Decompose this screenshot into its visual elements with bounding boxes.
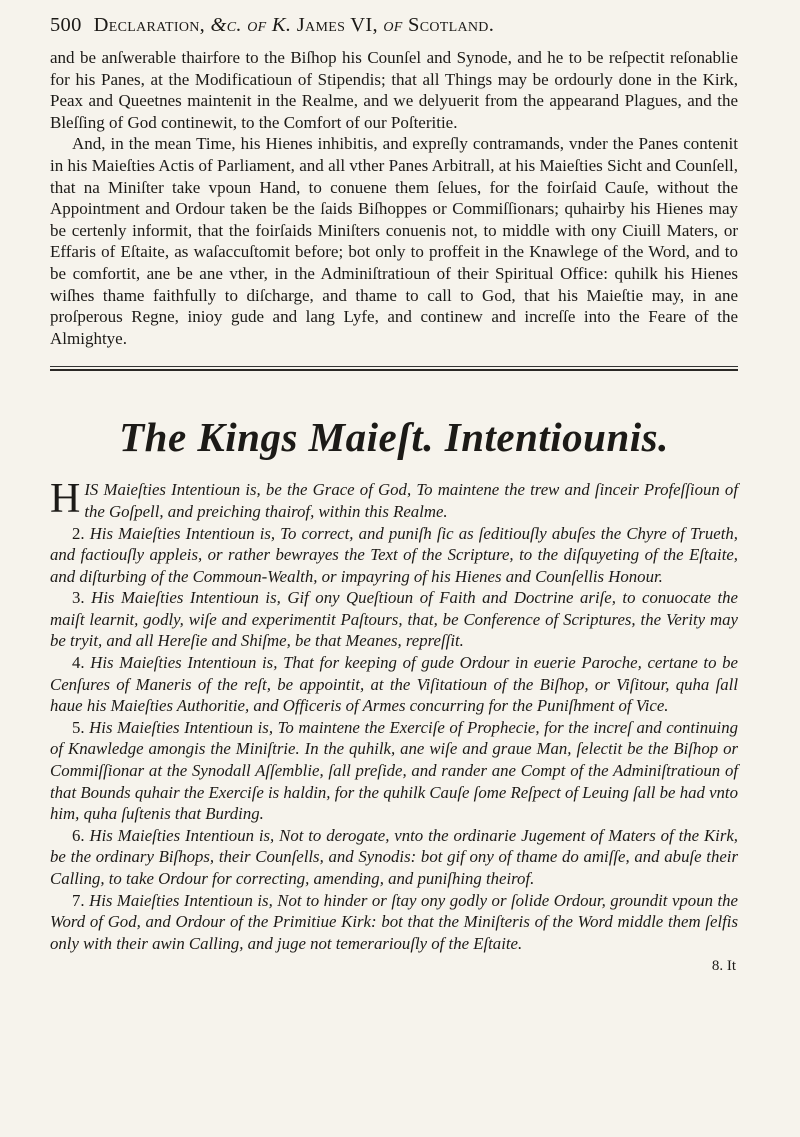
intention-text: His Maieſties Intentioun is, Not to hinder or ſtay ony godly or ſolide Ordour, groundit vpoun the Word of God, and Ordour of the Primitiue Kirk: bot that the Miniſteris of the Word middle them ſelfis only with their awin Calling, and juge not temerariouſly of the Eſtaite. [50, 890, 738, 953]
intention-text: His Maieſties Intentioun is, To maintene the Exerciſe of Prophecie, for the increſ and continuing of Knawledge amongis the Miniſtrie. In the quhilk, ane wiſe and graue Man, ſelectit be the Biſhop or Commiſſionar at the Synodall Aſſemblie, ſall preſide, and rander ane Compt of the Adminiſtratioun of that Bounds quhair the Exerciſe is haldin, for the quhilk Cauſe ſome Reſpect of Leuing ſall be had vnto him, quha ſuſtenis that Burding. [50, 717, 738, 824]
intentions-list [50, 476, 738, 954]
declaration-paragraph-2: And, in the mean Time, his Hienes inhibitis, and expreſly contramands, vnder the Panes contenit in his Maieſties Actis of Parliament, and all vther Panes Arbitrall, at his Maieſties Sicht and Counſell, that na Miniſter take vpoun Hand, to conuene them ſelues, for the foirſaid Cauſe, without the Appointment and Ordour taken be the ſaids Biſhoppes or Commiſſionars; quhairby his Hienes may be certenly informit, that the foirſaids Miniſters conuenis not, to middle with ony Ciuill Maters, or Effaris of Eſtaite, as waſaccuſtomit before; bot only to proffeit in the Knawlege of the Word, and to be comfortit, ane be ane vther, in the Adminiſtratioun of their Spiritual Office: quhilk his Hienes wiſhes thame faithfully to diſcharge, and thame to call to God, that his Maieſtie may, in ane proſperous Regne, inioy gude and lang Lyfe, and continew and increſſe into the Feare of the Almightye. [50, 134, 738, 348]
section-title-a: The Kings [119, 414, 298, 461]
running-head [50, 14, 738, 37]
intention-item-4 [50, 652, 738, 717]
intention-number: 3. [72, 588, 85, 608]
declaration-paragraph-1: and be anſwerable thairfore to the Biſhop his Counſel and Synode, and he to be reſpectit reſonablie for his Panes, at the Modificatioun of Stipendis; that all Things may be ordourly done in the Kirk, Peax and Queetnes maintenit in the Realme, and we delyuerit from the appearand Plagues, and the Bleſſing of God continewit, to the Comfort of our Poſteritie. [50, 48, 738, 132]
running-title-b: &c. of K. [210, 14, 292, 36]
intention-item-1 [50, 476, 738, 523]
intention-item-2 [50, 523, 738, 588]
intention-text: His Maieſties Intentioun is, Gif ony Queſtioun of Faith and Doctrine ariſe, to conuocate the maiſt learnit, godly, wiſe and experimentit Paſtours, that, be Conference of Scriptures, the Verity may be tryit, and all Hereſie and Shiſme, be that Meanes, repreſſit. [50, 588, 738, 651]
running-title-a: Declaration, [93, 14, 206, 36]
drop-cap: H [50, 476, 81, 523]
section-title-c: Intentiounis. [444, 414, 669, 461]
section-title [50, 413, 738, 461]
intention-item-5 [50, 717, 738, 825]
intention-number: 5. [72, 717, 85, 737]
intention-item-3 [50, 587, 738, 652]
intention-number: 2. [72, 523, 85, 543]
intention-text: His Maieſties Intentioun is, To correct, and puniſh ſic as ſeditiouſly abuſes the Chyre of Trueth, and factiouſly appleis, or rather bewrayes the Text of the Scripture, to the diſquyeting of the Eſtaite, and diſturbing of the Commoun-Wealth, or impayring of his Hienes and Counſellis Honour. [50, 523, 738, 586]
divider-thin [50, 366, 738, 367]
intention-text: His Maieſties Intentioun is, Not to derogate, vnto the ordinarie Jugement of Maters of the Kirk, be the ordinary Biſhops, their Counſells, and Synodis: bot gif ony of thame do amiſſe, and abuſe their Calling, to take Ordour for correcting, amending, and puniſhing theirof. [50, 825, 738, 888]
running-title [94, 14, 494, 37]
running-title-d: of [383, 14, 403, 36]
running-title-c: James VI, [296, 14, 378, 36]
catchword: 8. It [711, 958, 736, 975]
intention-item-6 [50, 825, 738, 890]
intention-number: 4. [72, 653, 85, 673]
intention-number: 6. [72, 825, 85, 845]
intention-text: IS Maieſties Intentioun is, be the Grace of God, To maintene the trew and ſinceir Profeſſioun of the Goſpell, and preiching thairof, within this Realme. [84, 480, 738, 521]
section-title-b: Maieſt. [308, 414, 434, 461]
intention-text: His Maieſties Intentioun is, That for keeping of gude Ordour in euerie Paroche, certane to be Cenſures of Maneris of the reſt, be appointit, at the Viſitatioun of the Biſhop, or Viſitour, quha ſall haue his Maieſties Authoritie, and Officeris of Armes concurring for the Puniſhment of Vice. [50, 653, 738, 716]
running-title-e: Scotland. [408, 14, 495, 36]
intention-item-7 [50, 890, 738, 955]
intention-number: 7. [72, 890, 85, 910]
divider-thick [50, 369, 738, 371]
page-number: 500 [50, 14, 82, 36]
